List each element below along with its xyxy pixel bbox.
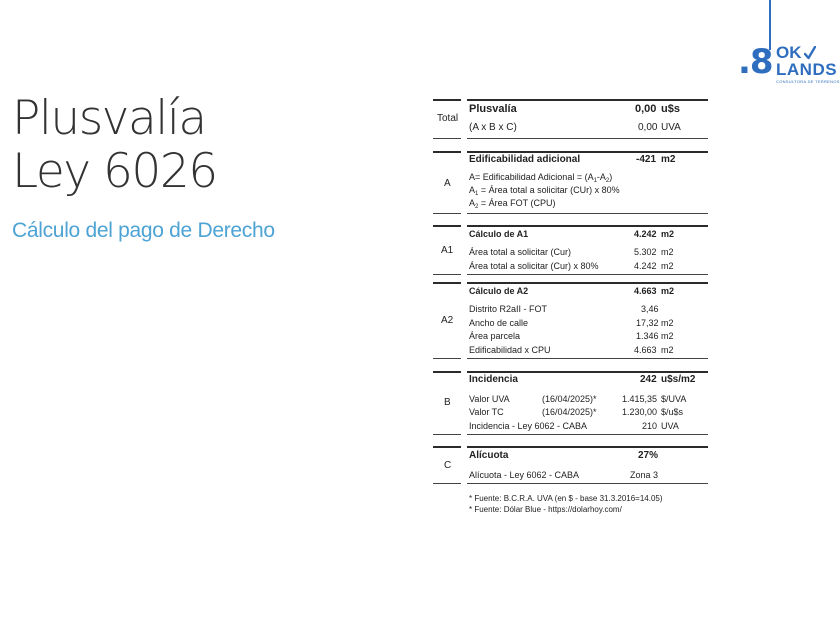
total-label-rule-bottom [433,138,461,139]
a2-value: 4.663 [634,286,657,296]
b-unit: u$s/m2 [661,374,696,385]
b-title: Incidencia [469,374,518,385]
a1-row-1-value: 5.302 [634,247,657,257]
a1-label-rule-top [433,225,461,227]
c-title: Alícuota [469,450,509,461]
section-label-a1: A1 [441,245,454,256]
c-label-rule-bottom [433,483,461,484]
footnote-dolar: * Fuente: Dólar Blue - https://dolarhoy.com/ [469,505,622,514]
logo-ok-text: OK [776,43,802,62]
c-rule-top [467,446,708,448]
a-rule-bottom [467,213,708,214]
b-row-3-label: Incidencia - Ley 6062 - CABA [469,421,588,431]
total-rule-bottom [467,138,708,139]
footnote-uva: * Fuente: B.C.R.A. UVA (en $ - base 31.3.2016=14.05) [469,494,663,503]
a2-row-2-value: 17,32 [636,318,659,328]
a-def3-pre: A [469,198,476,208]
a2-row-4-value: 4.663 [634,345,657,355]
a2-row-4-unit: m2 [661,345,674,355]
a-def1-pre: A= Edificabilidad Adicional = (A [469,172,594,182]
section-label-a: A [444,178,451,189]
b-label-rule-bottom [433,434,461,435]
a1-title: Cálculo de A1 [469,229,529,239]
b-row-2-label: Valor TC [469,407,504,417]
plusvalia-unit: u$s [661,103,680,115]
a-def2-pre: A [469,185,476,195]
b-rule-top [467,371,708,373]
a-def1-post: ) [609,172,613,182]
a1-row-2-unit: m2 [661,261,674,271]
a1-label-rule-bottom [433,274,461,275]
logo-tagline: CONSULTORA DE TERRENOS [776,79,840,84]
a2-row-3-label: Área parcela [469,331,521,341]
b-row-2-unit: $/u$s [661,407,684,417]
c-row-label: Alícuota - Ley 6062 - CABA [469,470,580,480]
a2-row-2-label: Ancho de calle [469,318,529,328]
a2-label-rule-bottom [433,358,461,359]
a1-rule-top [467,225,708,227]
page-title [12,92,217,198]
b-rule-bottom [467,434,708,435]
b-label-rule-top [433,371,461,373]
checkmark-icon [804,46,816,60]
a2-title: Cálculo de A2 [469,286,529,296]
title-line-2: Ley 6026 [12,144,217,199]
b-row-1-date: (16/04/2025)* [542,394,597,404]
a2-row-3-value: 1.346 [636,331,659,341]
section-label-a2: A2 [441,315,454,326]
b-row-1-unit: $/UVA [661,394,687,404]
c-rule-bottom [467,483,708,484]
title-line-1: Plusvalía [12,91,206,146]
a-rule-top [467,151,708,153]
plusvalia-title: Plusvalía [469,103,517,115]
page-subtitle: Cálculo del pago de Derecho [12,219,275,242]
a2-row-3-unit: m2 [661,331,674,341]
plusvalia-formula: (A x B x C) [469,122,517,133]
a1-row-1-label: Área total a solicitar (Cur) [469,247,572,257]
total-label-rule-top [433,99,461,101]
a-def2-post: = Área total a solicitar (CUr) x 80% [478,185,620,195]
section-label-b: B [444,397,451,408]
a1-row-2-value: 4.242 [634,261,657,271]
a-def1-sub2: 2 [605,178,610,184]
plusvalia-formula-value: 0,00 [638,122,658,133]
a1-row-2-label: Área total a solicitar (Cur) x 80% [469,261,599,271]
a2-row-1-value: 3,46 [641,304,659,314]
a2-row-2-unit: m2 [661,318,674,328]
a2-label-rule-top [433,282,461,284]
a-label-rule-top [433,151,461,153]
a2-rule-top [467,282,708,284]
a2-unit: m2 [661,286,675,296]
b-value: 242 [640,374,657,385]
a-label-rule-bottom [433,213,461,214]
a1-rule-bottom [467,274,708,275]
a-definition-3 [469,197,555,213]
logo-lands-text: LANDS [776,60,838,79]
a2-row-1-label: Distrito R2aII - FOT [469,304,548,314]
b-row-2-value: 1.230,00 [622,407,658,417]
total-rule-top [467,99,708,101]
a2-row-4-label: Edificabilidad x CPU [469,345,551,355]
b-row-1-value: 1.415,35 [622,394,658,404]
b-row-3-unit: UVA [661,421,679,431]
a-title: Edificabilidad adicional [469,154,581,165]
a-def1-sub1: 1 [593,178,597,184]
page-number: .8 [738,42,773,82]
b-row-2-date: (16/04/2025)* [542,407,597,417]
a-unit: m2 [661,154,676,165]
a2-rule-bottom [467,358,708,359]
brand-logo [776,43,840,85]
section-label-total: Total [437,113,459,124]
logo-ok [776,44,832,61]
a1-value: 4.242 [634,229,657,239]
section-label-c: C [444,460,452,471]
a-def2-sub: 1 [475,191,479,197]
a-def3-post: = Área FOT (CPU) [478,198,556,208]
c-value: 27% [638,450,659,461]
c-label-rule-top [433,446,461,448]
a1-row-1-unit: m2 [661,247,674,257]
a-value: -421 [636,154,657,165]
a-def3-sub: 2 [475,204,479,210]
b-row-3-value: 210 [642,421,658,431]
b-row-1-label: Valor UVA [469,394,510,404]
plusvalia-value: 0,00 [635,103,657,115]
a1-unit: m2 [661,229,675,239]
c-row-value: Zona 3 [630,470,659,480]
plusvalia-formula-unit: UVA [661,122,681,133]
a-def1-mid: -A [596,172,606,182]
